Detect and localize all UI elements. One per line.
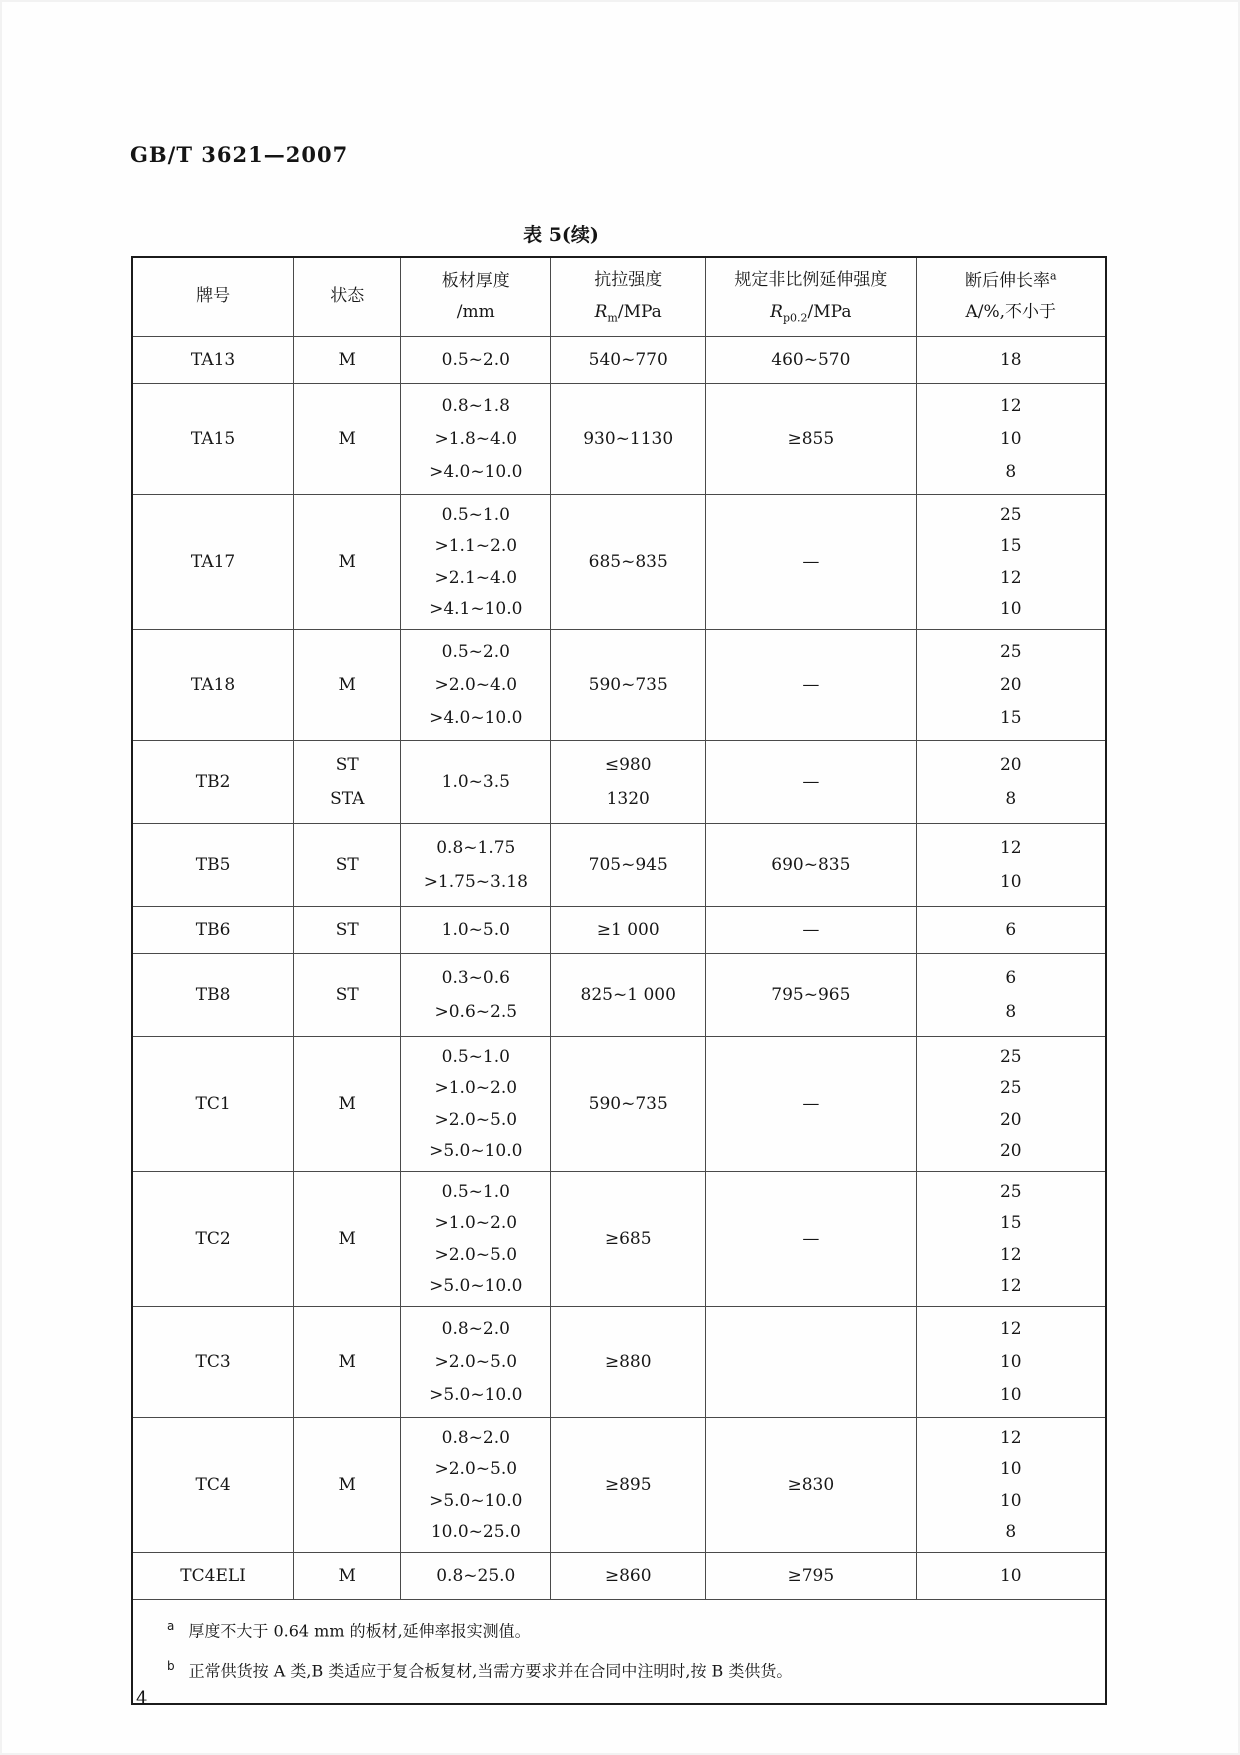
footnote-row (132, 1600, 1106, 1704)
cell-thickness-value: 0.8~2.0 (441, 1428, 510, 1449)
header-elongation-label: 断后伸长率$^a$ (964, 268, 1057, 291)
table-row (132, 907, 1106, 954)
cell-grade-value: TC4 (195, 1475, 231, 1495)
cell-state-value: M (338, 1229, 356, 1249)
cell-state (294, 384, 401, 495)
cell-elongation-value: 12 (999, 567, 1022, 588)
cell-state-value: STA (330, 789, 365, 810)
cell-tensile-strength (551, 1307, 706, 1418)
cell-grade-value: TB8 (195, 985, 231, 1005)
cell-state (294, 1553, 401, 1600)
table-row (132, 495, 1106, 630)
cell-proof-strength-value: ≥795 (787, 1566, 835, 1586)
cell-thickness-value: >1.0~2.0 (434, 1213, 518, 1234)
cell-state (294, 1307, 401, 1418)
cell-elongation-value: 10 (999, 1385, 1022, 1405)
header-proof-symbol: $R_{p0.2}$/MPa (770, 301, 852, 325)
cell-thickness-value: >2.0~5.0 (434, 1244, 518, 1265)
cell-elongation-value: 20 (999, 754, 1022, 775)
cell-grade (132, 630, 294, 741)
cell-grade-value: TC2 (195, 1229, 231, 1249)
cell-tensile-strength-value: 590~735 (588, 675, 668, 695)
cell-tensile-strength (551, 907, 706, 954)
cell-thickness-value: >2.0~5.0 (434, 1352, 518, 1372)
cell-thickness-value: 1.0~5.0 (441, 920, 510, 940)
cell-tensile-strength (551, 384, 706, 495)
cell-elongation (916, 495, 1106, 630)
cell-grade (132, 1553, 294, 1600)
cell-thickness (401, 1172, 551, 1307)
cell-proof-strength-value: — (802, 920, 820, 940)
cell-grade (132, 824, 294, 907)
cell-proof-strength (706, 1172, 916, 1307)
cell-tensile-strength (551, 1037, 706, 1172)
cell-grade (132, 1037, 294, 1172)
cell-elongation-value: 15 (999, 536, 1022, 557)
cell-proof-strength-value: — (802, 552, 820, 572)
cell-elongation-value: 10 (999, 1352, 1022, 1372)
cell-proof-strength (706, 495, 916, 630)
cell-elongation-value: 15 (999, 1213, 1022, 1234)
standard-number: GB/T 3621—2007 (130, 142, 349, 167)
cell-state-value: M (338, 1566, 356, 1586)
cell-thickness (401, 337, 551, 384)
cell-tensile-strength-value: ≥685 (604, 1229, 652, 1249)
cell-thickness (401, 954, 551, 1037)
cell-elongation (916, 1418, 1106, 1553)
cell-thickness (401, 741, 551, 824)
cell-thickness-value: >1.8~4.0 (434, 429, 518, 449)
cell-thickness-value: >5.0~10.0 (429, 1275, 523, 1296)
cell-elongation (916, 337, 1106, 384)
cell-elongation (916, 384, 1106, 495)
cell-state-value: M (338, 1475, 356, 1495)
cell-thickness-value: 0.3~0.6 (441, 967, 510, 988)
cell-tensile-strength (551, 954, 706, 1037)
footnote-a (133, 1610, 1105, 1650)
cell-tensile-strength (551, 630, 706, 741)
cell-proof-strength (706, 1418, 916, 1553)
cell-thickness (401, 384, 551, 495)
cell-elongation-value: 10 (999, 1566, 1022, 1586)
cell-grade (132, 384, 294, 495)
cell-state-value: M (338, 1094, 356, 1114)
cell-grade (132, 1172, 294, 1307)
header-tensile-symbol: $R_m$/MPa (594, 301, 662, 325)
cell-state (294, 954, 401, 1037)
cell-state (294, 630, 401, 741)
cell-elongation-value: 20 (999, 675, 1022, 695)
cell-thickness (401, 630, 551, 741)
cell-thickness-value: 0.5~1.0 (441, 1182, 510, 1203)
cell-tensile-strength (551, 337, 706, 384)
cell-grade (132, 495, 294, 630)
cell-grade-value: TA18 (190, 675, 236, 695)
cell-thickness (401, 1553, 551, 1600)
footnote-b-marker: b (167, 1659, 175, 1674)
cell-elongation (916, 1037, 1106, 1172)
cell-tensile-strength-value: ≥1 000 (596, 920, 660, 940)
cell-elongation-value: 18 (999, 350, 1022, 370)
footnote-a-marker: a (167, 1619, 175, 1633)
cell-tensile-strength-value: ≥895 (604, 1475, 652, 1495)
cell-proof-strength-value: — (802, 1094, 820, 1114)
cell-elongation-value: 12 (999, 1244, 1022, 1265)
cell-thickness-value: >5.0~10.0 (429, 1385, 523, 1405)
cell-state-value: ST (335, 754, 359, 775)
header-grade (132, 257, 294, 337)
cell-elongation-value: 12 (999, 1319, 1022, 1339)
cell-state (294, 495, 401, 630)
cell-elongation-value: 12 (999, 837, 1022, 858)
cell-elongation (916, 741, 1106, 824)
table-title: 表 5(续) (523, 224, 599, 246)
cell-elongation-value: 10 (999, 429, 1022, 449)
cell-thickness-value: >2.0~5.0 (434, 1459, 518, 1480)
cell-thickness-value: >2.0~5.0 (434, 1109, 518, 1130)
table-row (132, 1172, 1106, 1307)
cell-thickness-value: >2.1~4.0 (434, 567, 518, 588)
cell-elongation (916, 630, 1106, 741)
cell-proof-strength (706, 1553, 916, 1600)
cell-proof-strength-value: — (802, 1229, 820, 1249)
cell-thickness-value: 10.0~25.0 (430, 1521, 521, 1542)
cell-state-value: M (338, 675, 356, 695)
spec-table-header (132, 257, 1106, 337)
header-row (132, 257, 1106, 337)
cell-tensile-strength-value: 1320 (606, 789, 650, 810)
cell-grade (132, 337, 294, 384)
cell-tensile-strength (551, 1553, 706, 1600)
cell-state-value: M (338, 1352, 356, 1372)
cell-state (294, 824, 401, 907)
cell-thickness-value: >1.0~2.0 (434, 1078, 518, 1099)
cell-tensile-strength (551, 1418, 706, 1553)
cell-grade-value: TA17 (190, 552, 236, 572)
cell-tensile-strength-value: ≥860 (604, 1566, 652, 1586)
cell-grade (132, 1418, 294, 1553)
cell-proof-strength-value: — (802, 772, 820, 792)
cell-elongation (916, 824, 1106, 907)
cell-thickness-value: >1.75~3.18 (423, 872, 528, 893)
cell-tensile-strength-value: 590~735 (588, 1094, 668, 1114)
header-proof-strength (706, 257, 916, 337)
cell-tensile-strength-value: 705~945 (588, 855, 668, 875)
cell-thickness-value: 0.8~25.0 (436, 1566, 516, 1586)
cell-state (294, 741, 401, 824)
cell-elongation-value: 25 (999, 1182, 1022, 1203)
cell-thickness (401, 1418, 551, 1553)
cell-elongation-value: 10 (999, 1490, 1022, 1511)
cell-proof-strength (706, 384, 916, 495)
cell-elongation-value: 25 (999, 1047, 1022, 1068)
cell-elongation (916, 907, 1106, 954)
cell-elongation (916, 954, 1106, 1037)
cell-state (294, 1037, 401, 1172)
cell-thickness-value: >5.0~10.0 (429, 1490, 523, 1511)
cell-thickness-value: 0.5~2.0 (441, 642, 510, 662)
cell-proof-strength (706, 337, 916, 384)
header-state (294, 257, 401, 337)
cell-grade-value: TB6 (195, 920, 231, 940)
cell-thickness-value: >4.1~10.0 (429, 598, 523, 619)
cell-state (294, 1172, 401, 1307)
table-row (132, 1037, 1106, 1172)
cell-thickness-value: >2.0~4.0 (434, 675, 518, 695)
cell-elongation (916, 1172, 1106, 1307)
cell-tensile-strength-value: ≤980 (604, 754, 652, 775)
table-row (132, 1553, 1106, 1600)
cell-state-value: ST (335, 855, 359, 875)
cell-tensile-strength-value: 685~835 (588, 552, 668, 572)
cell-elongation-value: 25 (999, 505, 1022, 526)
cell-elongation-value: 25 (999, 642, 1022, 662)
page-number: 4 (136, 1688, 148, 1709)
cell-proof-strength-value: — (802, 675, 820, 695)
footnote-b (133, 1650, 1105, 1690)
table-row (132, 630, 1106, 741)
header-thickness (401, 257, 551, 337)
cell-thickness (401, 1307, 551, 1418)
cell-thickness-value: 0.5~1.0 (441, 1047, 510, 1068)
header-elongation (916, 257, 1106, 337)
cell-elongation-value: 15 (999, 708, 1022, 728)
cell-elongation-value: 10 (999, 872, 1022, 893)
cell-elongation-value: 8 (1005, 1521, 1017, 1542)
header-grade-label: 牌号 (196, 286, 231, 307)
cell-elongation-value: 20 (999, 1109, 1022, 1130)
cell-thickness-value: >5.0~10.0 (429, 1140, 523, 1161)
cell-tensile-strength (551, 1172, 706, 1307)
cell-elongation-value: 8 (1005, 462, 1017, 482)
cell-thickness-value: 0.5~2.0 (441, 350, 510, 370)
cell-tensile-strength-value: 540~770 (588, 350, 668, 370)
cell-grade-value: TB2 (195, 772, 231, 792)
cell-proof-strength (706, 630, 916, 741)
cell-state-value: M (338, 552, 356, 572)
cell-elongation (916, 1307, 1106, 1418)
table-row (132, 384, 1106, 495)
cell-tensile-strength-value: ≥880 (604, 1352, 652, 1372)
cell-proof-strength-value: 690~835 (771, 855, 851, 875)
header-thickness-unit: /mm (456, 302, 495, 322)
cell-state (294, 1418, 401, 1553)
cell-elongation (916, 1553, 1106, 1600)
cell-elongation-value: 6 (1005, 967, 1017, 988)
cell-grade (132, 1307, 294, 1418)
footnote-b-text: 正常供货按 A 类,B 类适应于复合板复材,当需方要求并在合同中注明时,按 B 类供货。 (188, 1661, 793, 1681)
cell-grade (132, 907, 294, 954)
cell-thickness-value: >0.6~2.5 (434, 1002, 518, 1023)
cell-proof-strength (706, 907, 916, 954)
cell-proof-strength (706, 954, 916, 1037)
cell-tensile-strength-value: 825~1 000 (580, 985, 676, 1005)
cell-elongation-value: 20 (999, 1140, 1022, 1161)
header-tensile-label: 抗拉强度 (594, 270, 663, 291)
cell-proof-strength (706, 1037, 916, 1172)
cell-grade-value: TC1 (195, 1094, 231, 1114)
cell-thickness-value: >4.0~10.0 (429, 708, 523, 728)
spec-table (131, 256, 1107, 1705)
header-elongation-unit: A/%,不小于 (965, 302, 1057, 322)
cell-thickness-value: >4.0~10.0 (429, 462, 523, 482)
cell-grade-value: TA13 (190, 350, 236, 370)
cell-state-value: M (338, 429, 356, 449)
footnote-cell (132, 1600, 1106, 1704)
cell-thickness-value: 0.5~1.0 (441, 505, 510, 526)
cell-proof-strength (706, 824, 916, 907)
header-proof-label: 规定非比例延伸强度 (734, 270, 888, 291)
table-row (132, 824, 1106, 907)
cell-elongation-value: 8 (1005, 789, 1017, 810)
cell-grade-value: TC4ELI (180, 1566, 246, 1586)
cell-state (294, 907, 401, 954)
cell-state (294, 337, 401, 384)
cell-grade (132, 954, 294, 1037)
header-state-label: 状态 (330, 286, 365, 307)
cell-elongation-value: 25 (999, 1078, 1022, 1099)
cell-grade-value: TC3 (195, 1352, 231, 1372)
cell-thickness-value: 0.8~1.75 (436, 837, 516, 858)
cell-tensile-strength (551, 741, 706, 824)
cell-thickness (401, 907, 551, 954)
cell-thickness (401, 1037, 551, 1172)
cell-proof-strength-value: 795~965 (771, 985, 851, 1005)
cell-thickness-value: >1.1~2.0 (434, 536, 518, 557)
cell-elongation-value: 10 (999, 1459, 1022, 1480)
cell-proof-strength-value: ≥855 (787, 429, 835, 449)
cell-proof-strength-value: ≥830 (787, 1475, 835, 1495)
table-row (132, 1307, 1106, 1418)
table-row (132, 954, 1106, 1037)
spec-table-body (132, 337, 1106, 1600)
cell-thickness-value: 0.8~1.8 (441, 396, 510, 416)
cell-elongation-value: 8 (1005, 1002, 1017, 1023)
cell-elongation-value: 6 (1005, 920, 1017, 940)
cell-grade-value: TB5 (195, 855, 231, 875)
cell-proof-strength-value: 460~570 (771, 350, 851, 370)
cell-state-value: ST (335, 985, 359, 1005)
cell-tensile-strength (551, 824, 706, 907)
cell-thickness (401, 495, 551, 630)
spec-table-footnotes (132, 1600, 1106, 1704)
cell-elongation-value: 12 (999, 1428, 1022, 1449)
cell-grade-value: TA15 (190, 429, 236, 449)
footnote-a-text: 厚度不大于 0.64 mm 的板材,延伸率报实测值。 (188, 1621, 531, 1641)
cell-state-value: ST (335, 920, 359, 940)
table-row (132, 1418, 1106, 1553)
cell-elongation-value: 12 (999, 1275, 1022, 1296)
cell-grade (132, 741, 294, 824)
table-row (132, 741, 1106, 824)
header-tensile-strength (551, 257, 706, 337)
cell-tensile-strength-value: 930~1130 (583, 429, 674, 449)
cell-state-value: M (338, 350, 356, 370)
cell-tensile-strength (551, 495, 706, 630)
table-row (132, 337, 1106, 384)
cell-elongation-value: 10 (999, 598, 1022, 619)
header-thickness-label: 板材厚度 (441, 270, 510, 291)
cell-proof-strength (706, 741, 916, 824)
cell-proof-strength (706, 1307, 916, 1418)
cell-thickness-value: 1.0~3.5 (441, 772, 510, 792)
cell-thickness-value: 0.8~2.0 (441, 1319, 510, 1339)
cell-elongation-value: 12 (999, 396, 1022, 416)
cell-thickness (401, 824, 551, 907)
